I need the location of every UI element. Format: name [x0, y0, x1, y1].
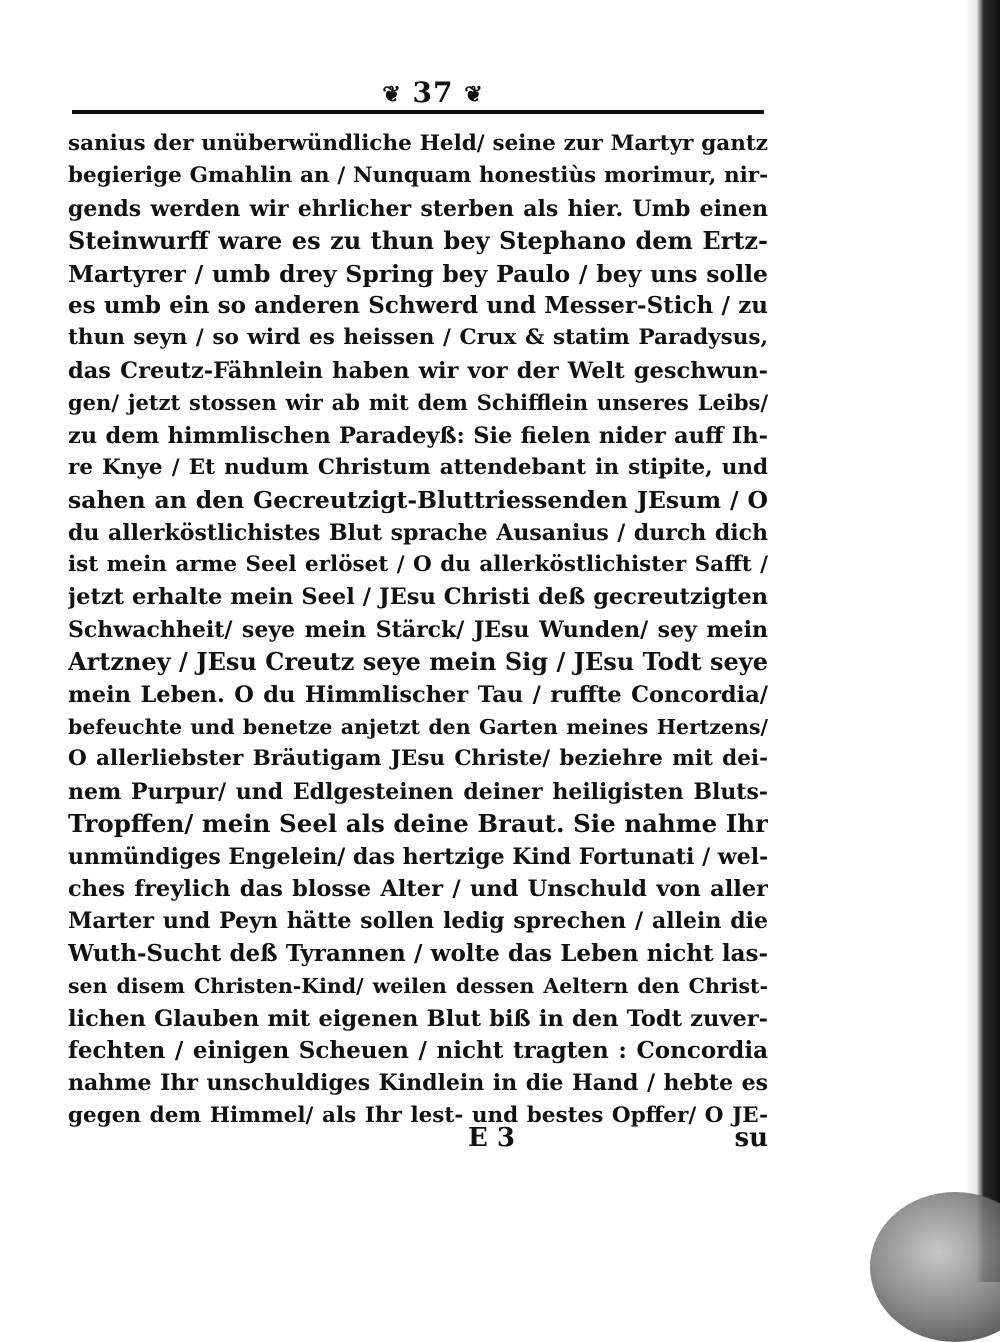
- text-line: re Knye / Et nudum Christum attendebant in stipite, und: [68, 454, 768, 480]
- text-line: Schwachheit/ seye mein Stärck/ JEsu Wunden/ sey mein: [68, 616, 768, 643]
- text-line: befeuchte und benetze anjetzt den Garten meines Hertzens/: [68, 715, 768, 740]
- text-line: sanius der unüberwündliche Held/ seine zur Martyr gantz: [68, 131, 768, 156]
- text-line: Wuth-Sucht deß Tyrannen / wolte das Leben nicht las-: [68, 939, 768, 967]
- text-line: O allerliebster Bräutigam JEsu Christe/ beziehre mit dei-: [68, 746, 768, 772]
- document-page: [68, 70, 774, 1220]
- text-line: nahme Ihr unschuldiges Kindlein in die Hand / hebte es: [68, 1070, 768, 1097]
- text-line: Tropffen/ mein Seel als deine Braut. Sie nahme Ihr: [68, 809, 768, 839]
- text-line: thun seyn / so wird es heissen / Crux & statim Paradysus,: [68, 325, 768, 351]
- text-line: mein Leben. O du Himmlischer Tau / ruffte Concordia/: [68, 681, 768, 708]
- text-line: nem Purpur/ und Edlgesteinen deiner heiligisten Bluts-: [68, 778, 768, 805]
- text-line: Steinwurff ware es zu thun bey Stephano dem Ertz-: [68, 226, 768, 256]
- text-line: das Creutz-Fähnlein haben wir vor der Welt geschwun-: [68, 357, 768, 384]
- text-line: gegen dem Himmel/ als Ihr lest- und bestes Opffer/ O JE-: [68, 1102, 768, 1128]
- catchword: su: [734, 1123, 768, 1153]
- header-rule: [72, 110, 764, 114]
- text-line: es umb ein so anderen Schwerd und Messer-Stich / zu: [68, 291, 768, 319]
- text-line: Marter und Peyn hätte sollen ledig sprechen / allein die: [68, 908, 768, 935]
- text-line: lichen Glauben mit eigenen Blut biß in den Todt zuver-: [68, 1005, 768, 1032]
- page-number: [358, 76, 508, 109]
- page-number-value: 37: [412, 76, 454, 109]
- text-line: du allerköstlichistes Blut sprache Ausanius / durch dich: [68, 519, 768, 546]
- ornament-right-icon: ❦: [464, 81, 484, 108]
- text-line: ist mein arme Seel erlöset / O du allerköstlichister Safft /: [68, 552, 768, 578]
- text-line: ches freylich das blosse Alter / und Unschuld von aller: [68, 875, 768, 902]
- signature-mark: E 3: [468, 1123, 515, 1153]
- page-edge-shadow: [964, 0, 1000, 1282]
- thumb-shadow: [870, 1192, 1000, 1342]
- text-line: gen/ jetzt stossen wir ab mit dem Schifflein unseres Leibs/: [68, 390, 768, 416]
- body-text: [68, 128, 768, 1132]
- text-line: jetzt erhalte mein Seel / JEsu Christi deß gecreutzigten: [68, 584, 768, 611]
- text-line: fechten / einigen Scheuen / nicht tragten : Concordia: [68, 1036, 768, 1064]
- text-line: Artzney / JEsu Creutz seye mein Sig / JEsu Todt seye: [68, 647, 768, 677]
- text-line: sen disem Christen-Kind/ weilen dessen Aeltern den Christ-: [68, 974, 768, 999]
- text-line: begierige Gmahlin an / Nunquam honestiùs morimur, nir-: [68, 163, 768, 189]
- ornament-left-icon: ❦: [382, 81, 402, 108]
- text-line: Martyrer / umb drey Spring bey Paulo / bey uns solle: [68, 259, 768, 288]
- text-line: zu dem himmlischen Paradeyß: Sie fielen nider auff Ih-: [68, 422, 768, 449]
- page-footer: [68, 1123, 768, 1163]
- page-header: [68, 70, 768, 114]
- text-line: gends werden wir ehrlicher sterben als hier. Umb einen: [68, 195, 768, 222]
- text-line: sahen an den Gecreutzigt-Bluttriessenden JEsum / O: [68, 486, 768, 515]
- text-line: unmündiges Engelein/ das hertzige Kind Fortunati / wel-: [68, 843, 768, 870]
